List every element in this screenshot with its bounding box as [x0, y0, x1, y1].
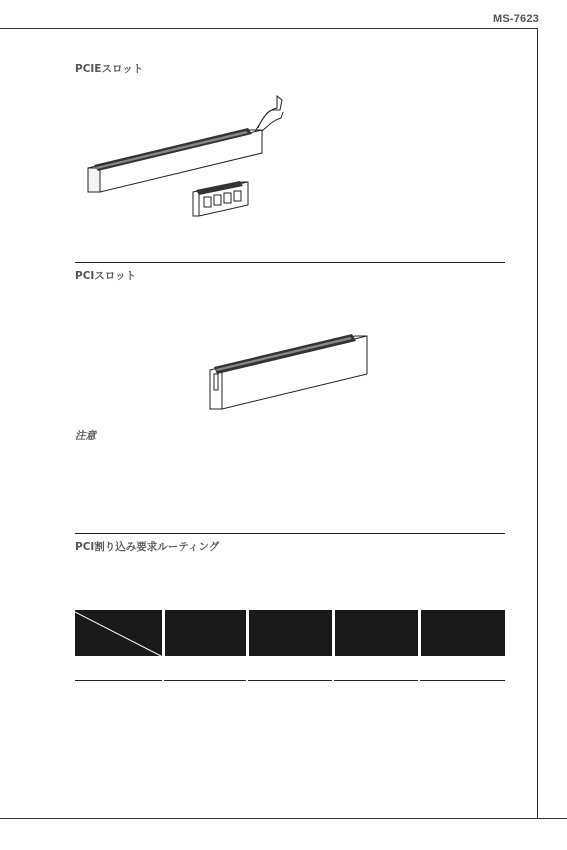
model-number: MS-7623 [492, 13, 539, 25]
pci-slot-heading: PCIスロット [75, 270, 137, 282]
pci-irq-routing-heading: PCI割り込み要求ルーティング [75, 541, 220, 553]
table-header-cell [163, 610, 247, 656]
table-header-cell [247, 610, 333, 656]
note-heading: 注意 [75, 430, 96, 442]
table-header-cell [419, 610, 505, 656]
irq-routing-table [75, 610, 505, 681]
table-row [75, 656, 505, 681]
pcie-slot-heading: PCIEスロット [75, 63, 144, 75]
table-header-row [75, 610, 505, 656]
pci-slot [210, 334, 367, 409]
section-divider [75, 533, 505, 534]
table-cell [75, 656, 163, 681]
table-cell [163, 656, 247, 681]
table-cell [419, 656, 505, 681]
diagonal-divider [75, 610, 163, 656]
table-cell [247, 656, 333, 681]
table-cell [333, 656, 419, 681]
table-corner-cell [75, 610, 163, 656]
table-header-cell [333, 610, 419, 656]
